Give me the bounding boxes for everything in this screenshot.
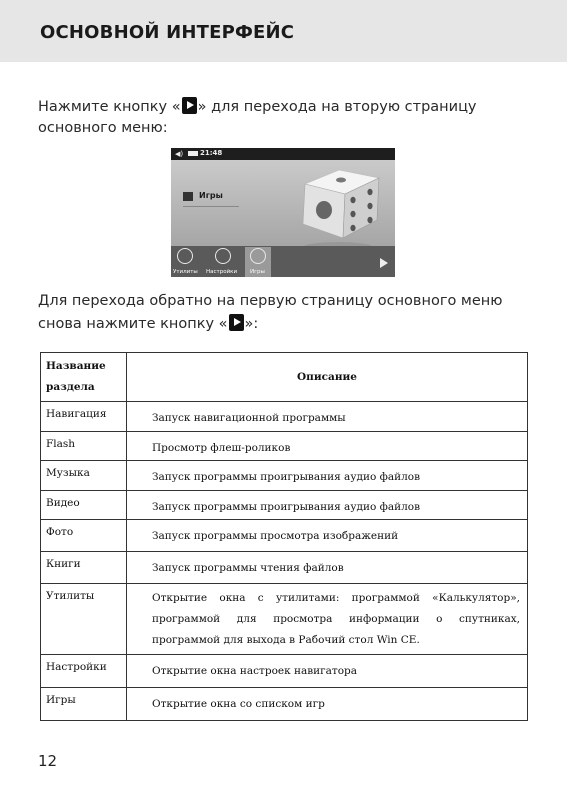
intro-text-before: Нажмите кнопку « bbox=[38, 99, 181, 115]
intro-line-2: основного меню: bbox=[38, 120, 168, 136]
speaker-icon: ◀) bbox=[175, 150, 184, 158]
next-page-button-icon bbox=[229, 314, 244, 331]
table-row bbox=[41, 461, 528, 491]
gear-icon bbox=[215, 248, 231, 264]
table-row bbox=[41, 552, 528, 584]
row-desc: Открытие окна с утилитами: программой «Калькулятор», программой для просмотра информации о спутниках, программой для выхода в Рабочий стол Win CE. bbox=[127, 584, 528, 655]
tab-settings bbox=[211, 248, 235, 266]
intro-line-1 bbox=[38, 97, 477, 118]
menu-item-games-label: Игры bbox=[199, 191, 223, 200]
tab-label-settings: Настройки bbox=[206, 269, 238, 275]
table-row bbox=[41, 491, 528, 520]
row-desc: Запуск программы чтения файлов bbox=[127, 552, 528, 584]
back-line-2 bbox=[38, 314, 258, 335]
row-name: Видео bbox=[41, 491, 127, 520]
table-row bbox=[41, 688, 528, 721]
utilities-icon bbox=[177, 248, 193, 264]
table-row bbox=[41, 584, 528, 655]
tab-label-utilities: Утилиты bbox=[173, 269, 198, 275]
intro-text-after: » для перехода на вторую страницу bbox=[197, 99, 477, 115]
header-section-name: Название раздела bbox=[41, 353, 127, 402]
row-desc: Просмотр флеш-роликов bbox=[127, 432, 528, 461]
games-menu-icon bbox=[183, 192, 193, 201]
page-header bbox=[0, 0, 567, 62]
row-name: Утилиты bbox=[41, 584, 127, 655]
row-name: Книги bbox=[41, 552, 127, 584]
row-desc: Открытие окна со списком игр bbox=[127, 688, 528, 721]
next-page-button-icon bbox=[182, 97, 197, 114]
status-time: 21:48 bbox=[200, 149, 223, 157]
back-line-1: Для перехода обратно на первую страницу основного меню bbox=[38, 293, 503, 309]
table-row bbox=[41, 432, 528, 461]
row-desc: Запуск программы просмотра изображений bbox=[127, 520, 528, 552]
next-arrow-icon bbox=[380, 258, 388, 268]
table-header-row bbox=[41, 353, 528, 402]
row-desc: Открытие окна настроек навигатора bbox=[127, 655, 528, 688]
dice-icon bbox=[297, 162, 387, 244]
battery-icon bbox=[188, 151, 198, 156]
tab-label-games: Игры bbox=[250, 269, 265, 275]
row-name: Flash bbox=[41, 432, 127, 461]
sections-table bbox=[40, 352, 528, 721]
table-row bbox=[41, 520, 528, 552]
table-row bbox=[41, 655, 528, 688]
games-icon bbox=[250, 248, 266, 264]
table-row bbox=[41, 402, 528, 432]
row-desc: Запуск навигационной программы bbox=[127, 402, 528, 432]
header-description: Описание bbox=[127, 353, 528, 402]
back-text-after: »: bbox=[244, 316, 259, 332]
row-name: Игры bbox=[41, 688, 127, 721]
row-desc: Запуск программы проигрывания аудио файлов bbox=[127, 461, 528, 491]
menu-divider bbox=[183, 206, 239, 207]
tab-utilities bbox=[173, 248, 197, 266]
row-name: Навигация bbox=[41, 402, 127, 432]
page-number: 12 bbox=[38, 752, 58, 770]
bottom-tab-bar bbox=[171, 246, 395, 277]
row-name: Музыка bbox=[41, 461, 127, 491]
row-name: Фото bbox=[41, 520, 127, 552]
page-title: ОСНОВНОЙ ИНТЕРФЕЙС bbox=[40, 22, 295, 43]
status-bar bbox=[171, 148, 395, 160]
device-screenshot bbox=[171, 148, 395, 277]
row-desc: Запуск программы проигрывания аудио файлов bbox=[127, 491, 528, 520]
row-name: Настройки bbox=[41, 655, 127, 688]
tab-games bbox=[246, 248, 270, 266]
back-text-before: снова нажмите кнопку « bbox=[38, 316, 228, 332]
